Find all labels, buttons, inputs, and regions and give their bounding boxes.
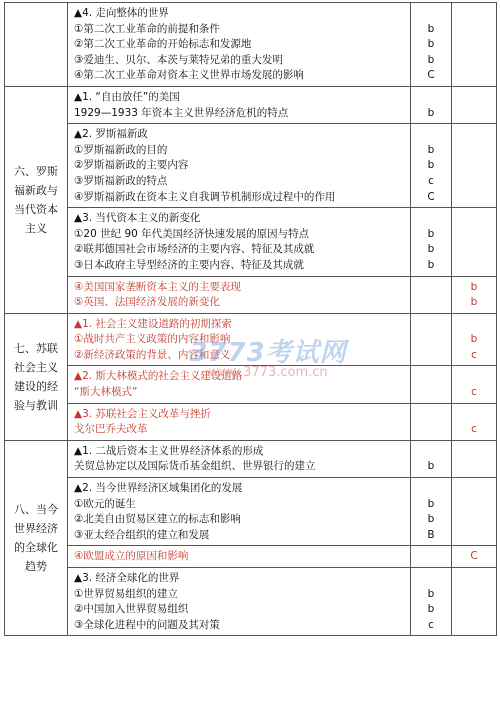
level-value: C <box>427 69 435 82</box>
section-item: 戈尔巴乔夫改革 <box>74 423 148 436</box>
level-column-a <box>411 313 452 366</box>
level-spacer <box>411 6 451 22</box>
level-value <box>411 280 451 296</box>
level-column-a <box>411 208 452 276</box>
section-content <box>68 313 411 366</box>
section-item: ①第二次工业革命的前提和条件 <box>74 22 220 35</box>
level-value: b <box>427 143 435 156</box>
level-column-b <box>452 313 497 366</box>
level-value: b <box>470 280 478 293</box>
unit-title-line: 当代资本 <box>14 202 58 216</box>
level-column-a <box>411 366 452 403</box>
section-item: ③日本政府主导型经济的主要内容、特征及其成就 <box>74 258 304 271</box>
unit-title-line: 福新政与 <box>14 183 58 197</box>
level-value: b <box>427 460 435 473</box>
section-title: ▲3. 当代资本主义的新变化 <box>74 212 201 225</box>
watermark-url: www.3773.com.cn <box>208 365 328 380</box>
level-value: b <box>427 22 435 35</box>
level-value <box>452 143 496 159</box>
level-column-a <box>411 568 452 636</box>
level-value <box>452 37 496 53</box>
section-item: ②联邦德国社会市场经济的主要内容、特征及其成就 <box>74 243 315 256</box>
level-column-a <box>411 546 452 568</box>
level-value: b <box>427 243 435 256</box>
level-value <box>452 227 496 243</box>
level-spacer <box>452 407 496 423</box>
unit-cell-empty <box>5 3 68 87</box>
level-value <box>452 68 496 84</box>
level-value: b <box>427 258 435 271</box>
level-value <box>452 258 496 274</box>
level-spacer <box>411 90 451 106</box>
level-value <box>452 587 496 603</box>
unit-title-line: 趋势 <box>25 560 47 574</box>
level-value <box>411 348 451 364</box>
level-value <box>452 618 496 634</box>
section-item: ①战时共产主义政策的内容和影响 <box>74 333 231 346</box>
level-value <box>452 602 496 618</box>
section-item: “斯大林模式” <box>74 386 138 399</box>
level-value <box>411 422 451 438</box>
section-content <box>68 3 411 87</box>
level-spacer <box>452 571 496 587</box>
level-spacer <box>411 211 451 227</box>
section-item: 关贸总协定以及国际货币基金组织、世界银行的建立 <box>74 460 316 473</box>
section-title: ▲2. 罗斯福新政 <box>74 128 148 141</box>
section-title: ▲3. 苏联社会主义改革与挫折 <box>74 407 211 420</box>
section-item: ③亚太经合组织的建立和发展 <box>74 528 210 541</box>
level-column-a <box>411 124 452 208</box>
section-content <box>68 568 411 636</box>
level-value <box>452 53 496 69</box>
level-value: c <box>471 348 477 361</box>
level-spacer <box>411 317 451 333</box>
level-spacer <box>452 369 496 385</box>
section-item: ③全球化进程中的问题及其对策 <box>74 618 220 631</box>
unit-title-line: 社会主义 <box>14 360 58 374</box>
unit-title-line: 六、罗斯 <box>14 164 58 178</box>
level-value <box>452 497 496 513</box>
section-title: ▲2. 当今世界经济区域集团化的发展 <box>74 482 243 495</box>
level-value <box>452 459 496 475</box>
level-value <box>411 332 451 348</box>
level-column-a <box>411 478 452 546</box>
level-value: b <box>427 227 435 240</box>
unit-title-line: 世界经济 <box>14 522 58 536</box>
section-item: ①罗斯福新政的目的 <box>74 143 168 156</box>
level-value: C <box>470 550 478 563</box>
unit-title-line: 建设的经 <box>14 379 58 393</box>
level-value: C <box>427 190 435 203</box>
level-value <box>411 385 451 401</box>
level-spacer <box>411 127 451 143</box>
unit-title-line: 主义 <box>25 221 47 235</box>
section-content <box>68 546 411 568</box>
level-value: B <box>427 528 435 541</box>
section-item: ②北美自由贸易区建立的标志和影响 <box>74 513 241 526</box>
level-column-b <box>452 568 497 636</box>
level-value: c <box>471 386 477 399</box>
section-title: ▲1. 社会主义建设道路的初期探索 <box>74 317 232 330</box>
watermark-logo: 3773考试网 <box>189 338 347 368</box>
unit-title-line: 七、苏联 <box>14 341 58 355</box>
section-content <box>68 440 411 477</box>
level-column-a <box>411 3 452 87</box>
level-column-b <box>452 124 497 208</box>
level-column-a <box>411 440 452 477</box>
unit-title <box>5 440 68 636</box>
level-value <box>411 549 451 565</box>
level-column-b <box>452 546 497 568</box>
level-value <box>452 242 496 258</box>
level-value: b <box>470 333 478 346</box>
level-spacer <box>411 369 451 385</box>
level-value: c <box>471 423 477 436</box>
level-value <box>452 22 496 38</box>
section-content <box>68 208 411 276</box>
section-content <box>68 276 411 313</box>
level-column-b <box>452 276 497 313</box>
section-content <box>68 403 411 440</box>
level-value: b <box>427 513 435 526</box>
level-spacer <box>411 407 451 423</box>
section-item: 1929—1933 年资本主义世界经济危机的特点 <box>74 106 289 119</box>
level-column-b <box>452 403 497 440</box>
level-spacer <box>452 317 496 333</box>
level-column-a <box>411 86 452 123</box>
section-item: ②罗斯福新政的主要内容 <box>74 159 189 172</box>
level-value: b <box>427 497 435 510</box>
level-column-b <box>452 208 497 276</box>
section-item: ④美国国家垄断资本主义的主要表现 <box>74 280 241 293</box>
level-column-b <box>452 478 497 546</box>
level-value <box>452 190 496 206</box>
level-value: b <box>427 603 435 616</box>
level-value <box>452 158 496 174</box>
level-value: c <box>428 618 434 631</box>
section-title: ▲1. “自由放任”的美国 <box>74 90 180 103</box>
unit-title <box>5 86 68 313</box>
section-title: ▲1. 二战后资本主义世界经济体系的形成 <box>74 444 264 457</box>
level-value: c <box>428 174 434 187</box>
level-spacer <box>452 481 496 497</box>
level-spacer <box>452 90 496 106</box>
section-item: ①20 世纪 90 年代美国经济快速发展的原因与特点 <box>74 227 310 240</box>
level-column-b <box>452 366 497 403</box>
unit-title-line: 八、当今 <box>14 503 58 517</box>
level-value: b <box>427 38 435 51</box>
section-content <box>68 478 411 546</box>
level-column-b <box>452 86 497 123</box>
level-spacer <box>411 481 451 497</box>
level-value <box>452 174 496 190</box>
level-value <box>452 528 496 544</box>
level-value: b <box>427 106 435 119</box>
section-item: ①世界贸易组织的建立 <box>74 587 178 600</box>
level-column-a <box>411 403 452 440</box>
level-value <box>452 106 496 122</box>
section-item: ④罗斯福新政在资本主义自我调节机制形成过程中的作用 <box>74 190 336 203</box>
section-item: ②第二次工业革命的开始标志和发源地 <box>74 38 252 51</box>
section-content <box>68 124 411 208</box>
section-item: ④第二次工业革命对资本主义世界市场发展的影响 <box>74 69 304 82</box>
level-spacer <box>452 6 496 22</box>
level-spacer <box>452 211 496 227</box>
level-spacer <box>411 571 451 587</box>
unit-title-line: 验与教训 <box>14 398 58 412</box>
level-value <box>411 295 451 311</box>
section-item: ⑤英国、法国经济发展的新变化 <box>74 296 220 309</box>
section-item: ①欧元的诞生 <box>74 497 136 510</box>
level-value: b <box>470 296 478 309</box>
unit-title <box>5 313 68 440</box>
section-item: ②中国加入世界贸易组织 <box>74 603 189 616</box>
level-value: b <box>427 159 435 172</box>
section-title: ▲3. 经济全球化的世界 <box>74 572 180 584</box>
section-item: ③爱迪生、贝尔、本茨与莱特兄弟的重大发明 <box>74 53 283 66</box>
section-content <box>68 86 411 123</box>
section-content <box>68 366 411 403</box>
level-column-b <box>452 3 497 87</box>
section-title: ▲4. 走向整体的世界 <box>74 7 169 19</box>
level-value <box>452 512 496 528</box>
section-item: ②新经济政策的背景、内容和意义 <box>74 348 231 361</box>
level-spacer <box>452 127 496 143</box>
syllabus-table <box>4 2 497 636</box>
level-spacer <box>452 444 496 460</box>
level-value: b <box>427 587 435 600</box>
level-column-b <box>452 440 497 477</box>
unit-title-line: 的全球化 <box>14 541 58 555</box>
level-value: b <box>427 53 435 66</box>
section-item: ③罗斯福新政的特点 <box>74 174 168 187</box>
section-item: ④欧盟成立的原因和影响 <box>74 550 189 563</box>
level-column-a <box>411 276 452 313</box>
section-title: ▲2. 斯大林模式的社会主义建设道路 <box>74 370 243 383</box>
level-spacer <box>411 444 451 460</box>
